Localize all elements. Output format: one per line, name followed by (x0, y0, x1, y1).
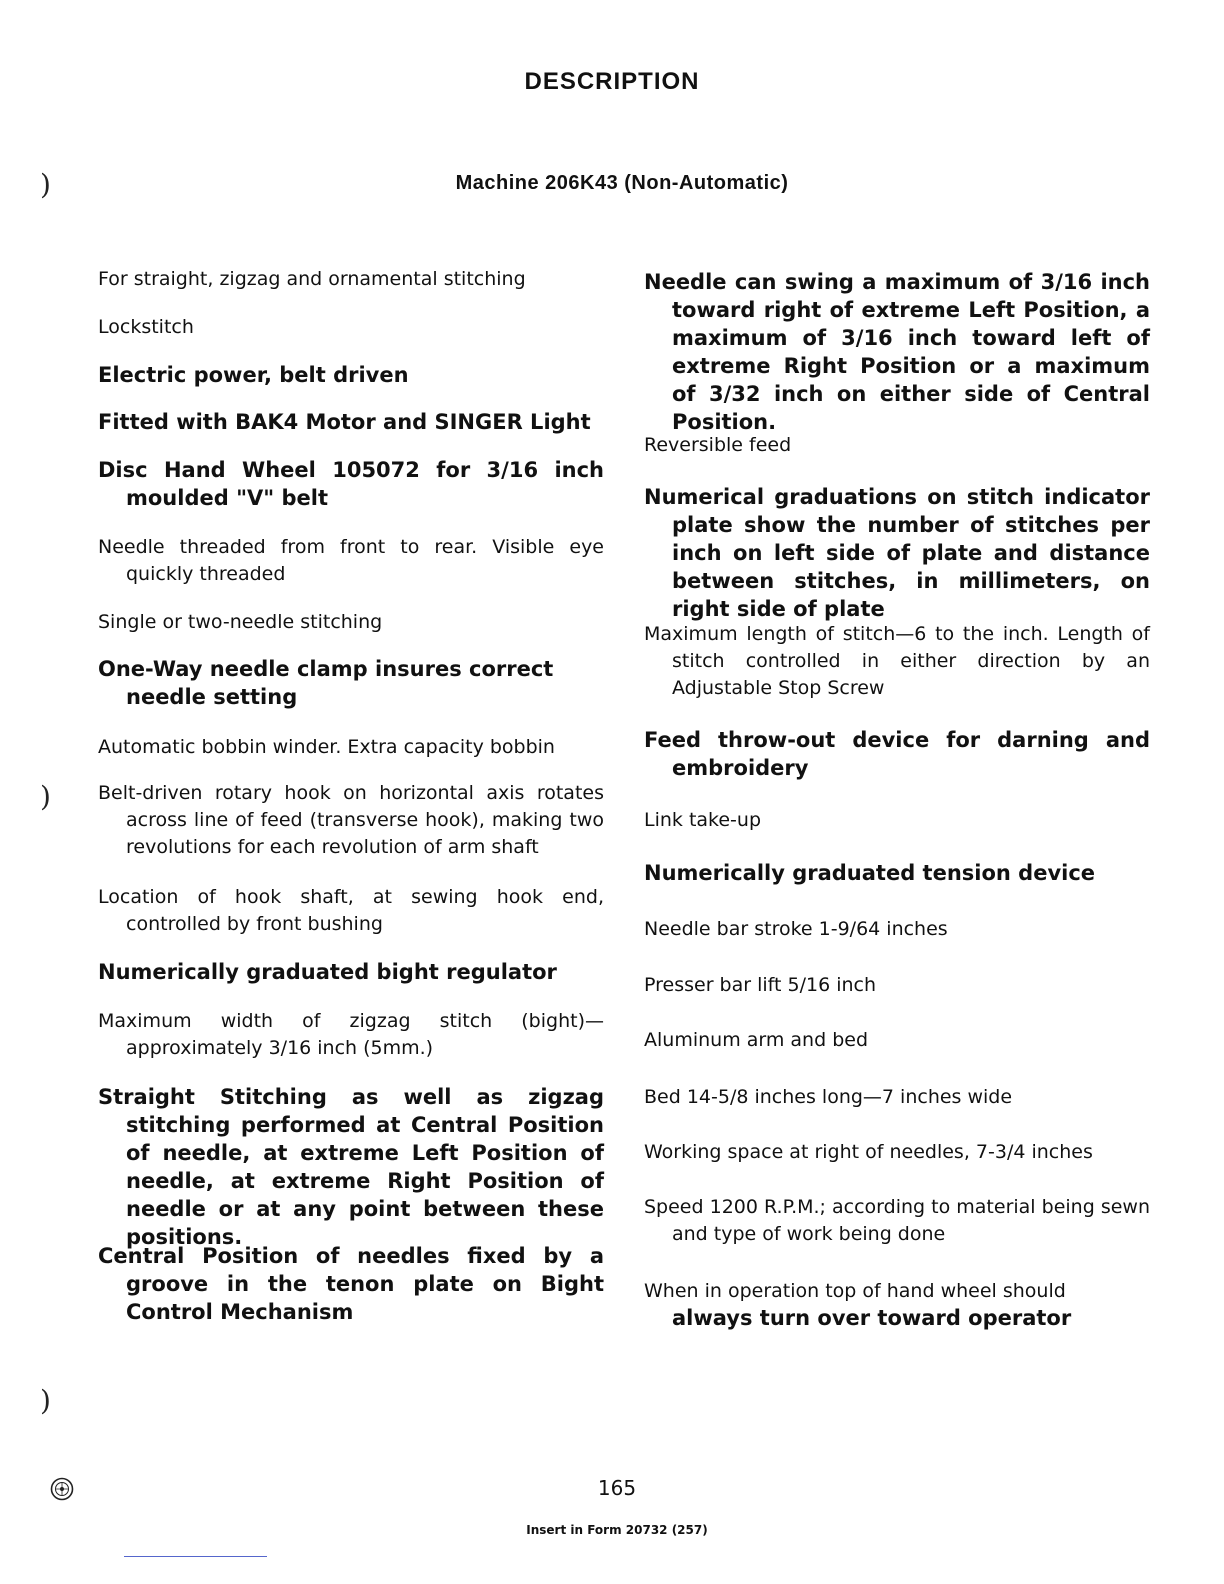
spec-item: Single or two-needle stitching (98, 611, 383, 633)
spec-item-bold-text: always turn over toward operator (672, 1306, 1072, 1330)
spec-item: Link take-up (644, 809, 762, 831)
machine-subtitle: Machine 206K43 (Non-Automatic) (455, 172, 789, 194)
spec-item: For straight, zigzag and ornamental stitching (98, 268, 526, 290)
spec-item: Central Position of needles fixed by a groove in the tenon plate on Bight Control Mechanism (98, 1244, 604, 1324)
spec-item: Needle bar stroke 1-9/64 inches (644, 918, 948, 940)
spec-item: Disc Hand Wheel 105072 for 3/16 inch moulded "V" belt (98, 458, 604, 510)
spec-item: Lockstitch (98, 316, 194, 338)
spec-item (644, 1278, 1150, 1333)
spec-item: Presser bar lift 5/16 inch (644, 974, 877, 996)
form-insert-note: Insert in Form 20732 (257) (526, 1523, 708, 1537)
spec-item: Maximum length of stitch—6 to the inch. Length of stitch controlled in either direction by an Adjustable Stop Screw (644, 623, 1150, 699)
spec-item: Speed 1200 R.P.M.; according to material being sewn and type of work being done (644, 1196, 1150, 1245)
spec-item: Belt-driven rotary hook on horizontal axis rotates across line of feed (transverse hook), making two revolutions for each revolution of arm shaft (98, 782, 604, 858)
spec-item: Bed 14-5/8 inches long—7 inches wide (644, 1086, 1013, 1108)
spec-item: Feed throw-out device for darning and embroidery (644, 728, 1150, 780)
spec-item: Needle can swing a maximum of 3/16 inch toward right of extreme Left Position, a maximum of 3/16 inch toward left of extreme Right Position or a maximum of 3/32 inch on either side of Central Position. (644, 270, 1150, 434)
spec-item: Location of hook shaft, at sewing hook end, controlled by front bushing (98, 886, 604, 935)
spec-item: Straight Stitching as well as zigzag stitching performed at Central Position of needle, at extreme Left Position of needle, at extreme Right Position of needle or at any point between these positions. (98, 1085, 604, 1249)
spec-item: Fitted with BAK4 Motor and SINGER Light (98, 410, 591, 434)
spec-item: Numerically graduated tension device (644, 861, 1096, 885)
spec-item: Maximum width of zigzag stitch (bight)—approximately 3/16 inch (5mm.) (98, 1010, 604, 1059)
binding-hole-mark: ) (40, 168, 51, 201)
binding-hole-mark: ) (40, 1384, 51, 1417)
spec-item: Automatic bobbin winder. Extra capacity bobbin (98, 736, 555, 758)
page-title: DESCRIPTION (524, 68, 700, 95)
page-number: 165 (597, 1476, 637, 1500)
spec-item: Numerically graduated bight regulator (98, 960, 557, 984)
footer-rule (124, 1556, 267, 1557)
spec-item: Needle threaded from front to rear. Visible eye quickly threaded (98, 536, 604, 585)
binding-hole-mark: ) (40, 780, 51, 813)
spec-item: Aluminum arm and bed (644, 1029, 869, 1051)
spec-item-normal-text: When in operation top of hand wheel should (644, 1280, 1066, 1302)
spec-item: One-Way needle clamp insures correct needle setting (98, 657, 554, 709)
spec-item: Working space at right of needles, 7-3/4 inches (644, 1141, 1093, 1163)
spec-item: Reversible feed (644, 434, 792, 456)
spec-item: Numerical graduations on stitch indicator plate show the number of stitches per inch on left side of plate and distance between stitches, in millimeters, on right side of plate (644, 485, 1150, 621)
spec-item: Electric power, belt driven (98, 363, 409, 387)
